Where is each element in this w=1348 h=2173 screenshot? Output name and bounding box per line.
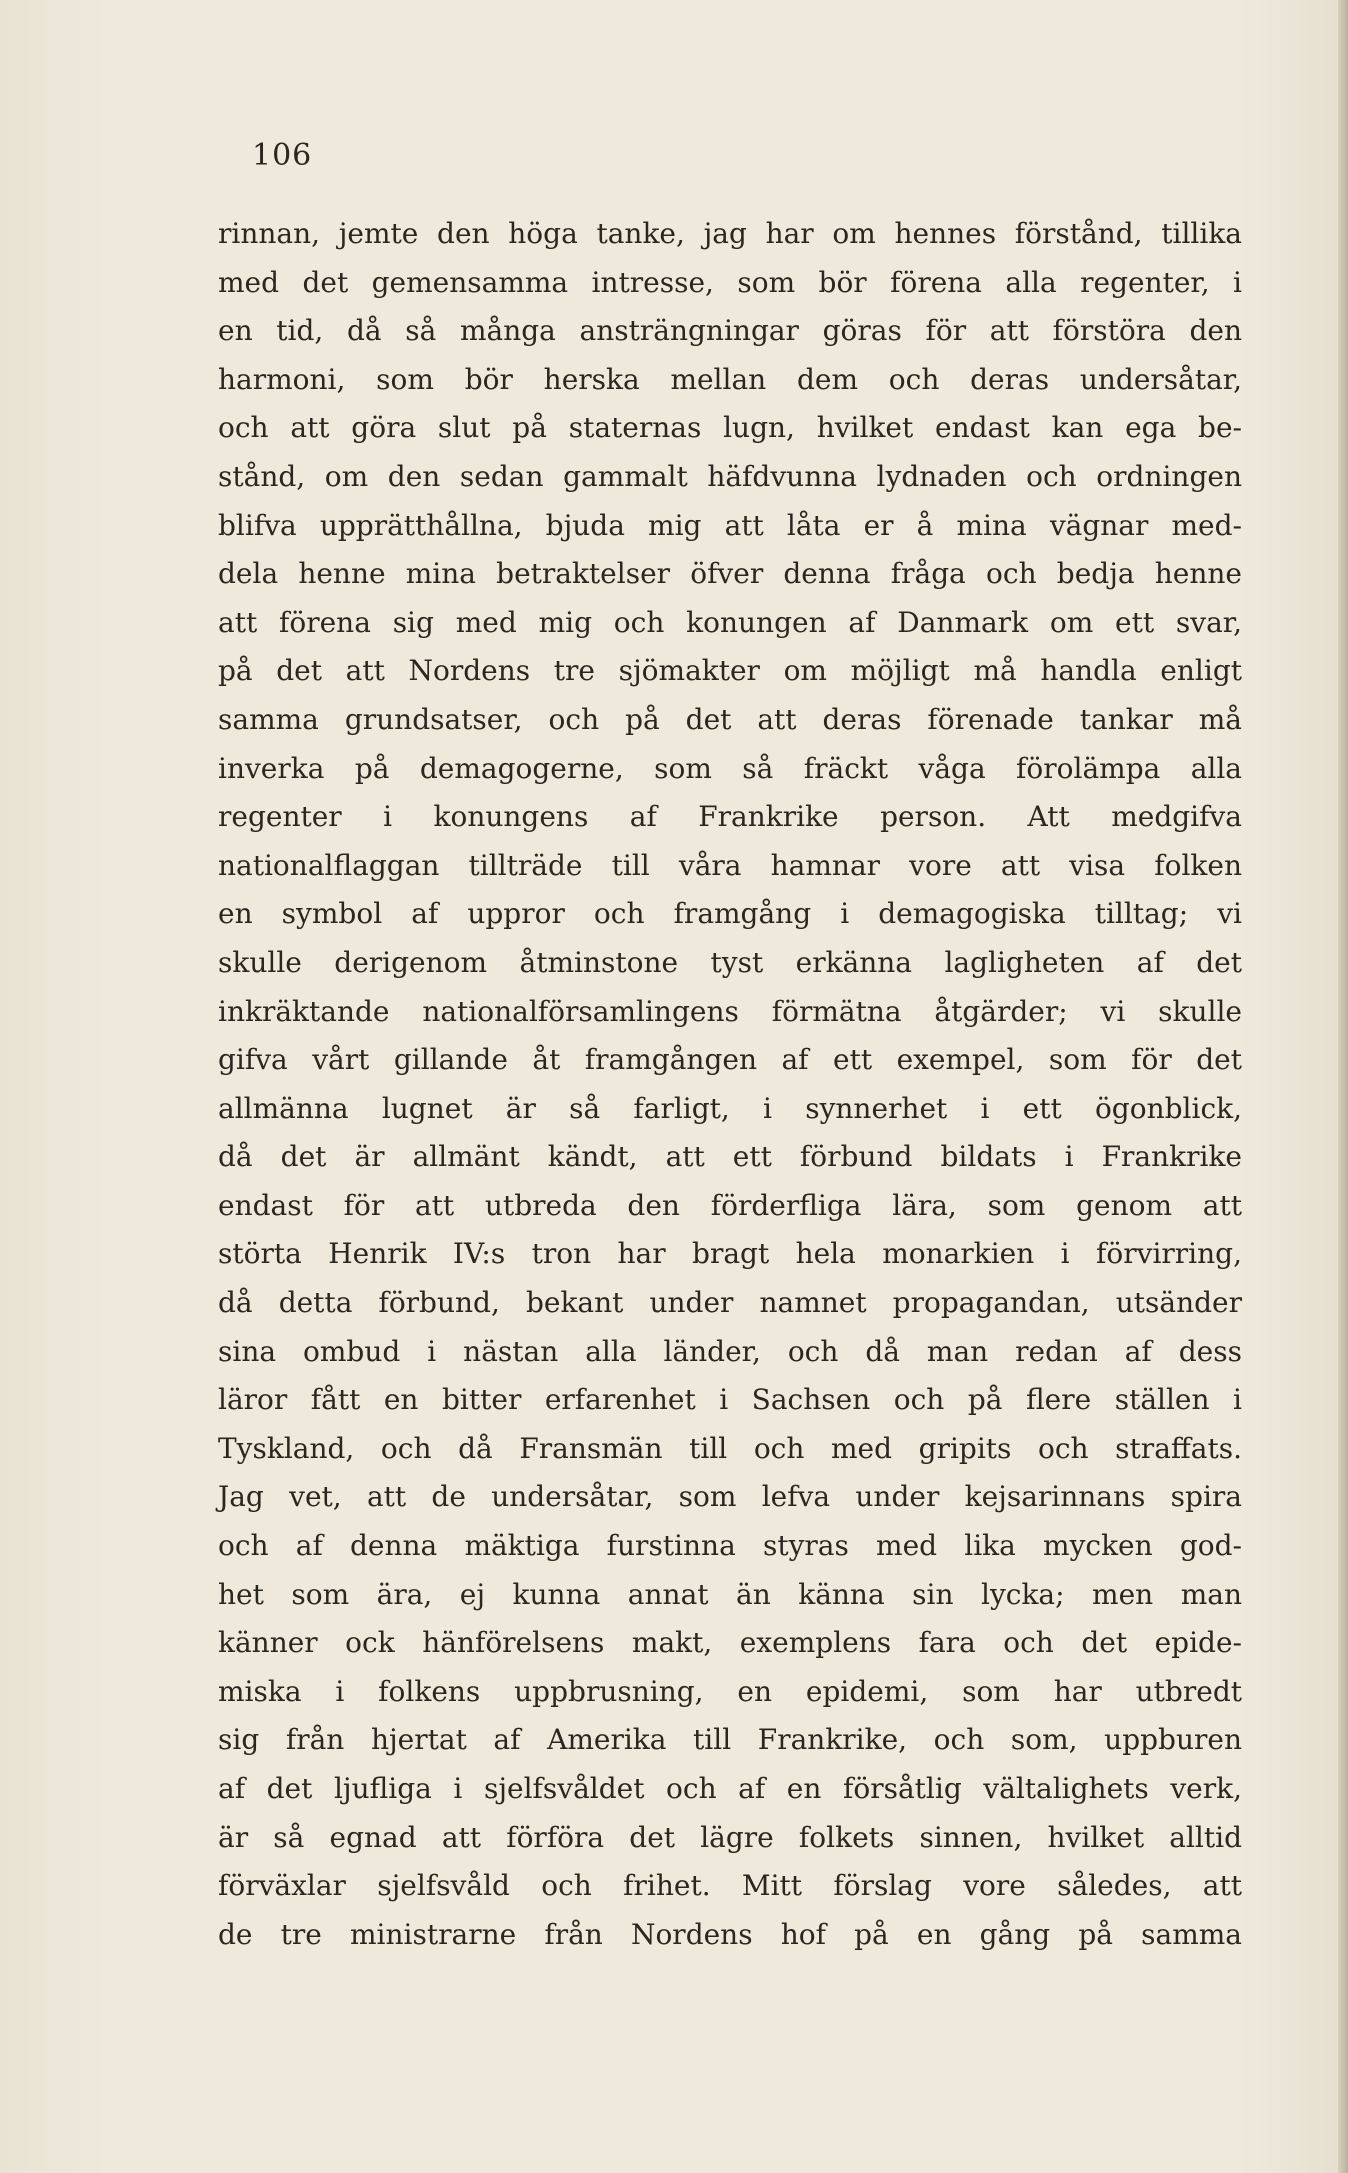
- text-line: allmänna lugnet är så farligt, i synnerhet i ett ögonblick,: [218, 1091, 1242, 1125]
- text-line: sig från hjertat af Amerika till Frankrike, och som, uppburen: [218, 1723, 1242, 1757]
- body-text: [218, 210, 1242, 1959]
- text-line: inverka på demagogerne, som så fräckt våga förolämpa alla: [218, 751, 1242, 785]
- text-line: samma grundsatser, och på det att deras förenade tankar må: [218, 702, 1242, 736]
- text-line: då det är allmänt kändt, att ett förbund bildats i Frankrike: [218, 1140, 1242, 1174]
- text-line: på det att Nordens tre sjömakter om möjligt må handla enligt: [218, 654, 1242, 688]
- text-line: är så egnad att förföra det lägre folkets sinnen, hvilket alltid: [218, 1820, 1242, 1854]
- page-edge-shadow: [1338, 0, 1348, 2173]
- text-line: sina ombud i nästan alla länder, och då man redan af dess: [218, 1334, 1242, 1368]
- text-line: en tid, då så många ansträngningar göras för att förstöra den: [218, 314, 1242, 348]
- text-line: inkräktande nationalförsamlingens förmätna åtgärder; vi skulle: [218, 994, 1242, 1028]
- text-line: störta Henrik IV:s tron har bragt hela monarkien i förvirring,: [218, 1237, 1242, 1271]
- text-line: het som ära, ej kunna annat än känna sin lycka; men man: [218, 1577, 1242, 1611]
- text-line: känner ock hänförelsens makt, exemplens fara och det epide-: [218, 1626, 1242, 1660]
- text-line: nationalflaggan tillträde till våra hamnar vore att visa folken: [218, 848, 1242, 882]
- text-line: gifva vårt gillande åt framgången af ett exempel, som för det: [218, 1043, 1242, 1077]
- text-line: skulle derigenom åtminstone tyst erkänna lagligheten af det: [218, 945, 1242, 979]
- text-line: blifva upprätthållna, bjuda mig att låta er å mina vägnar med-: [218, 508, 1242, 542]
- page-number: 106: [252, 138, 313, 173]
- text-line: rinnan, jemte den höga tanke, jag har om hennes förstånd, tillika: [218, 217, 1242, 250]
- text-line: de tre ministrarne från Nordens hof på en gång på samma: [218, 1917, 1242, 1951]
- text-line: endast för att utbreda den förderfliga lära, som genom att: [218, 1188, 1242, 1222]
- text-line: dela henne mina betraktelser öfver denna fråga och bedja henne: [218, 557, 1242, 591]
- text-line: harmoni, som bör herska mellan dem och deras undersåtar,: [218, 362, 1242, 396]
- text-line: af det ljufliga i sjelfsvåldet och af en försåtlig vältalighets verk,: [218, 1772, 1242, 1805]
- text-line: läror fått en bitter erfarenhet i Sachsen och på flere ställen i: [218, 1383, 1242, 1417]
- text-line: att förena sig med mig och konungen af Danmark om ett svar,: [218, 605, 1242, 639]
- text-line: Tyskland, och då Fransmän till och med gripits och straffats.: [218, 1431, 1242, 1465]
- text-line: Jag vet, att de undersåtar, som lefva under kejsarinnans spira: [218, 1480, 1242, 1514]
- text-line: stånd, om den sedan gammalt häfdvunna lydnaden och ordningen: [218, 459, 1242, 493]
- text-line: då detta förbund, bekant under namnet propagandan, utsänder: [218, 1286, 1242, 1320]
- text-line: regenter i konungens af Frankrike person. Att medgifva: [218, 800, 1242, 834]
- text-line: en symbol af uppror och framgång i demagogiska tilltag; vi: [218, 897, 1242, 931]
- text-line: och af denna mäktiga furstinna styras med lika mycken god-: [218, 1529, 1242, 1563]
- text-line: förväxlar sjelfsvåld och frihet. Mitt förslag vore således, att: [218, 1869, 1242, 1903]
- text-line: miska i folkens uppbrusning, en epidemi, som har utbredt: [218, 1674, 1242, 1708]
- text-line: och att göra slut på staternas lugn, hvilket endast kan ega be-: [218, 411, 1242, 445]
- text-line: med det gemensamma intresse, som bör förena alla regenter, i: [218, 265, 1242, 299]
